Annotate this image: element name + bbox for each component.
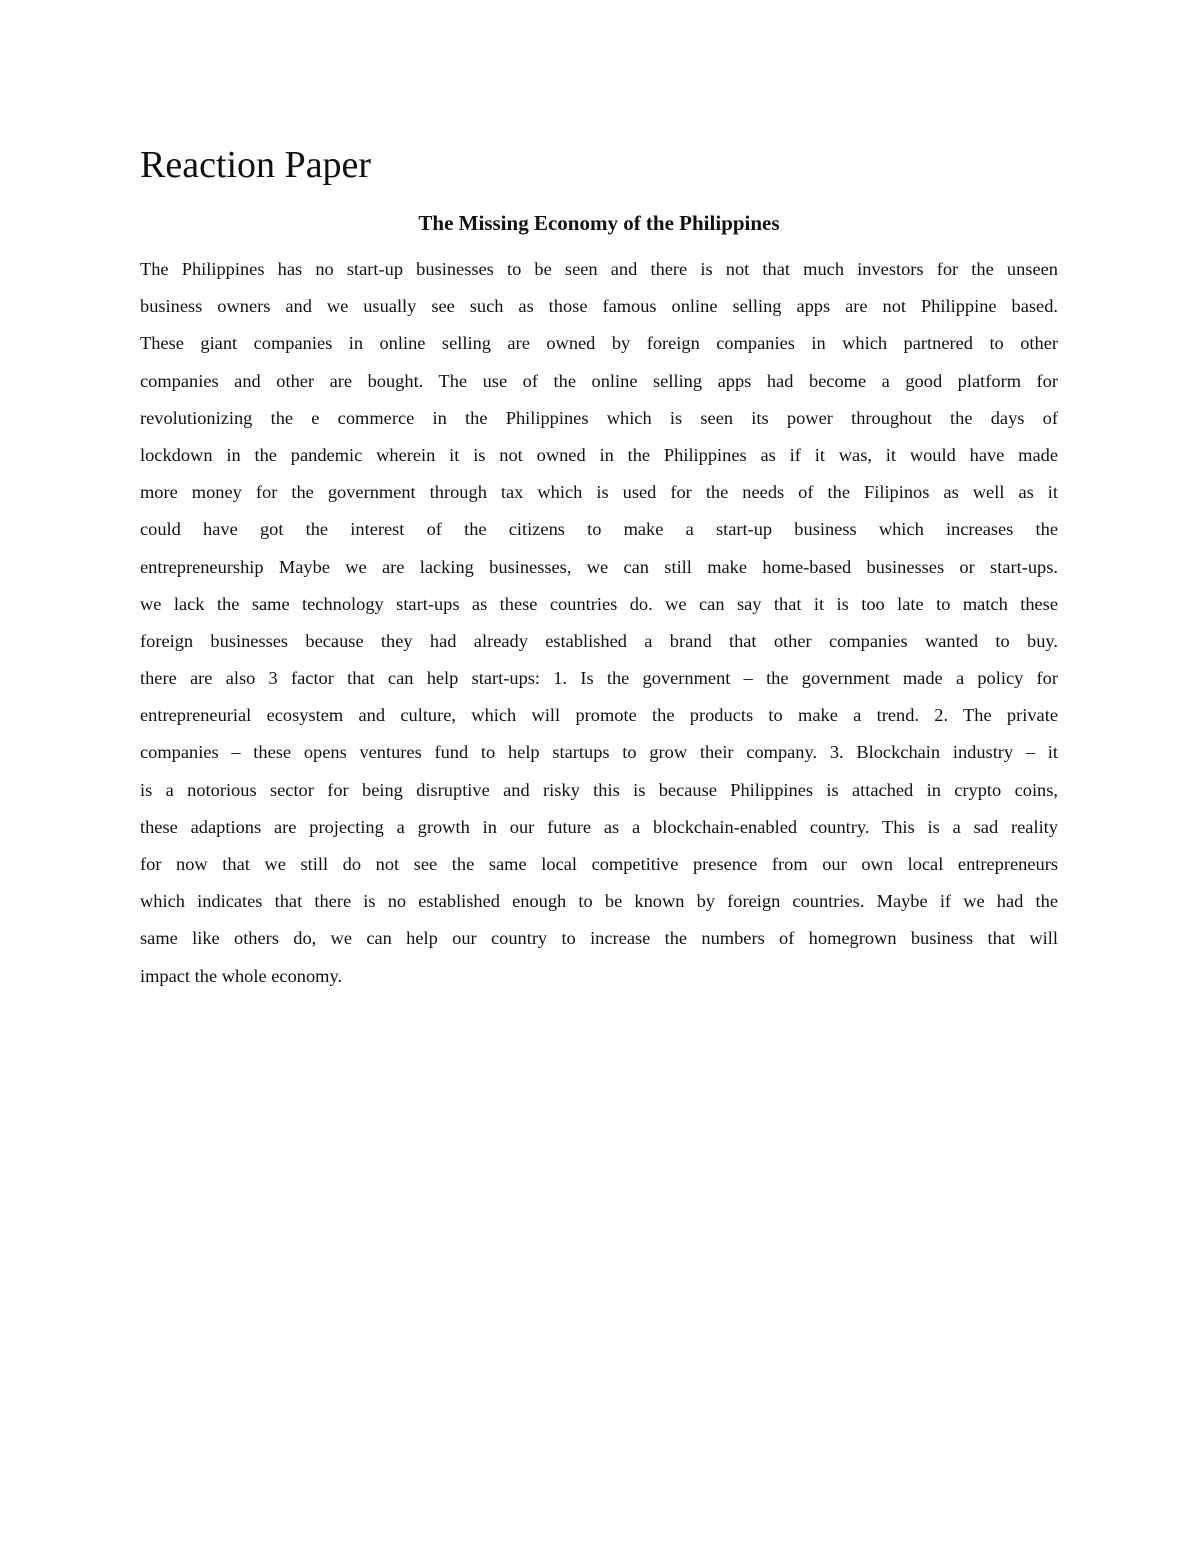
- body-line: companies – these opens ventures fund to help startups to grow their company. 3. Blockchain industry – it: [140, 742, 1058, 763]
- body-line: these adaptions are projecting a growth in our future as a blockchain-enabled country. This is a sad reality: [140, 816, 1058, 837]
- body-line: entrepreneurial ecosystem and culture, which will promote the products to make a trend. 2. The private: [140, 705, 1058, 726]
- body-line: there are also 3 factor that can help start-ups: 1. Is the government – the government made a policy for: [140, 668, 1058, 689]
- body-line: which indicates that there is no established enough to be known by foreign countries. Maybe if we had the: [140, 891, 1058, 912]
- body-line: entrepreneurship Maybe we are lacking businesses, we can still make home-based businesses or start-ups.: [140, 556, 1058, 577]
- body-line: foreign businesses because they had already established a brand that other companies wanted to buy.: [140, 630, 1058, 651]
- body-line: for now that we still do not see the same local competitive presence from our own local entrepreneurs: [140, 854, 1058, 874]
- body-line: is a notorious sector for being disruptive and risky this is because Philippines is attached in crypto coins,: [140, 779, 1058, 800]
- body-line: could have got the interest of the citizens to make a start-up business which increases the: [140, 519, 1058, 540]
- body-line: more money for the government through tax which is used for the needs of the Filipinos as well as it: [140, 482, 1058, 503]
- body-line: The Philippines has no start-up businesses to be seen and there is not that much investors for the unseen: [140, 259, 1058, 279]
- body-line: revolutionizing the e commerce in the Philippines which is seen its power throughout the days of: [140, 407, 1058, 428]
- body-line: These giant companies in online selling are owned by foreign companies in which partnered to other: [140, 333, 1058, 354]
- document-subtitle: The Missing Economy of the Philippines: [418, 211, 780, 235]
- body-line: same like others do, we can help our country to increase the numbers of homegrown business that will: [140, 928, 1058, 949]
- body-line-last: impact the whole economy.: [140, 965, 343, 986]
- body-line: lockdown in the pandemic wherein it is not owned in the Philippines as if it was, it would have made: [140, 444, 1058, 465]
- body-line: business owners and we usually see such as those famous online selling apps are not Philippine based.: [140, 296, 1058, 317]
- body-line: companies and other are bought. The use of the online selling apps had become a good platform for: [140, 370, 1058, 391]
- document-title: Reaction Paper: [140, 144, 372, 186]
- body-line: we lack the same technology start-ups as these countries do. we can say that it is too late to match these: [140, 593, 1058, 614]
- document-body: [140, 251, 1058, 995]
